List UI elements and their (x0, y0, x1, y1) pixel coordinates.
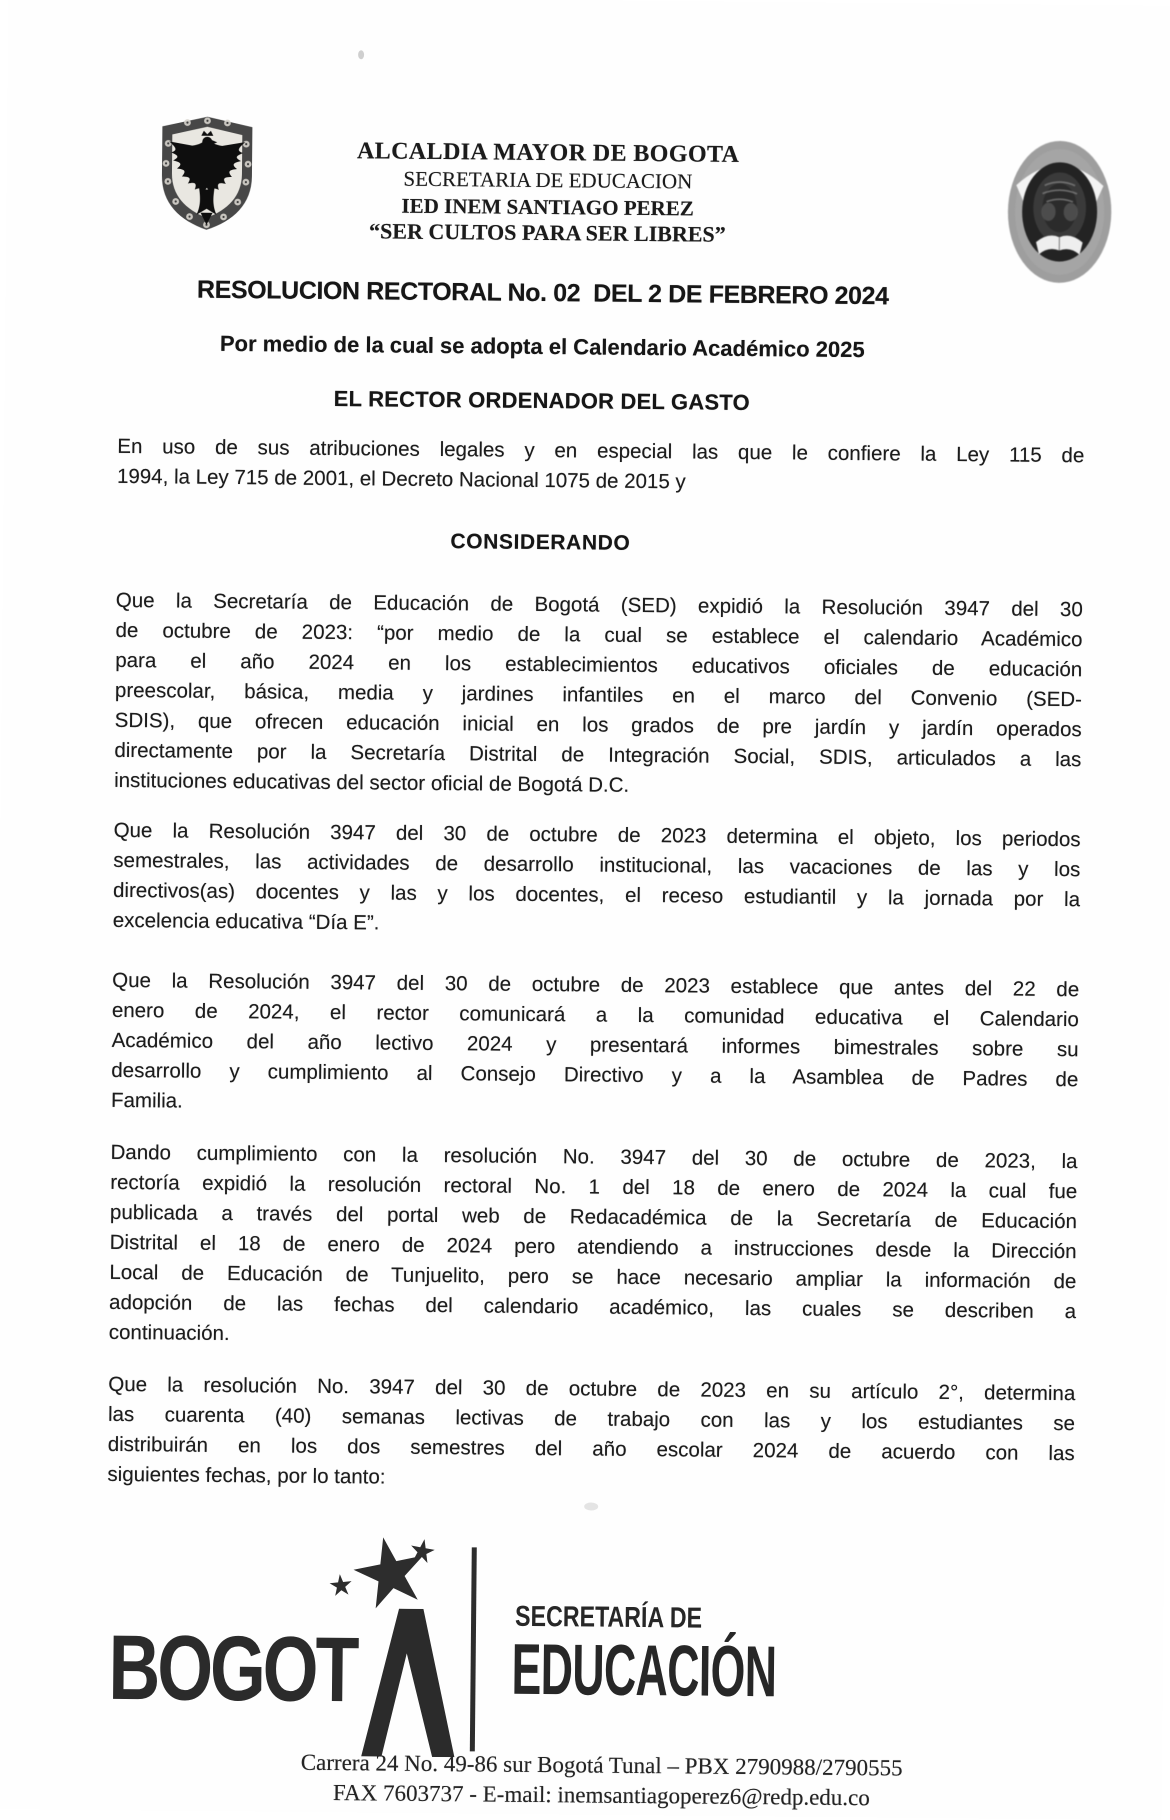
considerando-paragraph-2: Que la Resolución 3947 del 30 de octubre de 2023 determina el objeto, los periodos semestrales, las actividades de desarrollo institucional, las vacaciones de las y los directivos(as) docentes y las y los docentes, el receso estudiantil y la jornada por la excelencia educativa “Día E”. (112, 818, 1081, 935)
resolution-subject: Por medio de la cual se adopta el Calendario Académico 2025 (219, 330, 865, 363)
scan-artifact (358, 50, 364, 59)
considerando-paragraph-1: Que la Secretaría de Educación de Bogotá (SED) expidió la Resolución 3947 del 30 de octubre de 2023: “por medio de la cual se establece el calendario Académico para el año 2024 en los establecimientos educativos oficiales de educación preescolar, básica, media y jardines infantiles en el marco del Convenio (SED- SDIS), que ofrecen educación inicial en los grados de pre jardín y jardín operados directamente por la Secretaría Distrital de Integración Social, SDIS, articulados a las instituciones educativas del sector oficial de Bogotá D.C. (114, 588, 1083, 797)
considerando-heading: CONSIDERANDO (450, 530, 631, 555)
bogota-wordmark: BOGOT (108, 1616, 357, 1722)
letterhead-entity: ALCALDIA MAYOR DE BOGOTA (356, 138, 740, 168)
letterhead (250, 0, 850, 247)
letterhead-motto: “SER CULTOS PARA SER LIBRES” (368, 218, 726, 247)
logo-divider (470, 1547, 477, 1751)
footer-educacion-label: EDUCACIÓN (511, 1629, 777, 1713)
bogota-lambda-mark (348, 1608, 465, 1757)
considerando-paragraph-3: Que la Resolución 3947 del 30 de octubre de 2023 establece que antes del 22 de enero de 2024, el rector comunicará a la comunidad educativa el Calendario Académico del año lectivo 2024 y presentará informes bimestrales sobre su desarrollo y cumplimiento al Consejo Directivo y a la Asamblea de Padres de Familia. (110, 968, 1080, 1113)
letterhead-secretaria: SECRETARIA DE EDUCACION (403, 166, 693, 194)
footer-contact-line: FAX 7603737 - E-mail: inemsantiagoperez6@redp.edu.co (332, 1780, 870, 1811)
inem-school-seal-icon (1001, 136, 1118, 289)
star-icon (408, 1537, 437, 1566)
footer-address-line: Carrera 24 No. 49-86 sur Bogotá Tunal – PBX 2790988/2790555 (300, 1749, 903, 1781)
considerando-paragraph-5: Que la resolución No. 3947 del 30 de octubre de 2023 en su artículo 2°, determina las cuarenta (40) semanas lectivas de trabajo con las y los estudiantes se distribuirán en los dos semestres del año escolar 2024 de acuerdo con las siguientes fechas, por lo tanto: (107, 1372, 1076, 1489)
bogota-coat-of-arms-icon (156, 112, 257, 235)
resolution-title: RESOLUCION RECTORAL No. 02 DEL 2 DE FEBRERO 2024 (196, 275, 889, 311)
issuing-authority: EL RECTOR ORDENADOR DEL GASTO (333, 385, 750, 415)
intro-paragraph: En uso de sus atribuciones legales y en especial las que le confiere la Ley 115 de 1994, la Ley 715 de 2001, el Decreto Nacional 1075 de 2015 y (116, 434, 1085, 494)
scan-artifact (584, 1502, 598, 1510)
considerando-paragraph-4: Dando cumplimiento con la resolución No. 3947 del 30 de octubre de 2023, la rectoría expidió la resolución rectoral No. 1 del 18 de enero de 2024 la cual fue publicada a través del portal web de Redacadémica de la Secretaría de Educación Distrital el 18 de enero de 2024 pero atendiendo a instrucciones desde la Dirección Local de Educación de Tunjuelito, pero se hace necesario ampliar la información de adopción de las fechas del calendario académico, las cuales se describen a continuación. (108, 1140, 1078, 1346)
star-icon (328, 1573, 353, 1598)
footer-secretaria-label: SECRETARÍA DE (514, 1600, 703, 1635)
letterhead-school: IED INEM SANTIAGO PEREZ (401, 193, 694, 221)
